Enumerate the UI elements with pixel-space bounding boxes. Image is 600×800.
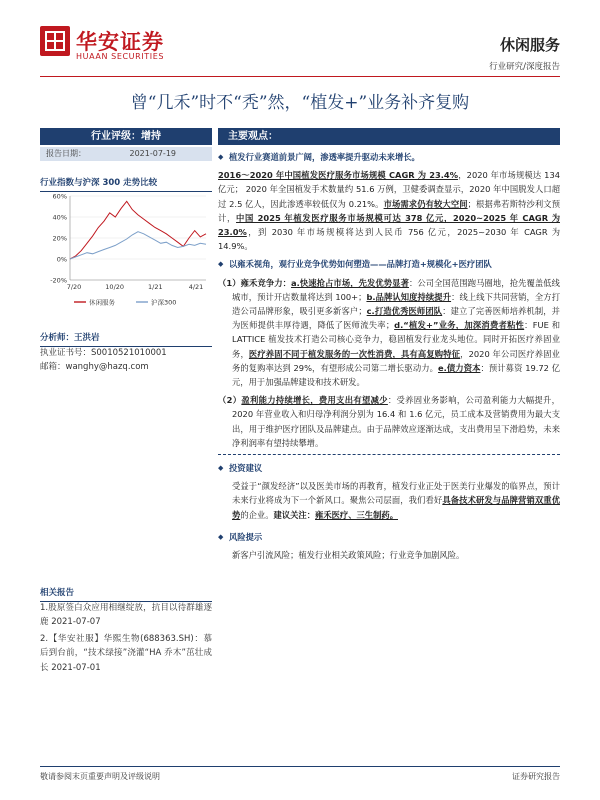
chart-y-tick-label: 20% xyxy=(52,234,67,243)
report-date-label: 报告日期： xyxy=(46,149,86,158)
index-comparison-chart xyxy=(40,192,212,310)
chart-x-tick-label: 4/21 xyxy=(188,283,204,291)
logo-mark-icon xyxy=(40,26,70,56)
market-outlook-paragraph xyxy=(218,168,560,253)
profitability-highlight: 盈利能力持续增长，费用支出有望减少 xyxy=(241,395,388,406)
market-text-3: ，到 2030 年市场规模将达到人民币 756 亿元，2025~2030 年 CAGR 为 14.9%。 xyxy=(218,227,560,252)
doctor-team-highlight: c.打造优秀医师团队 xyxy=(366,306,443,317)
profitability-item xyxy=(218,393,560,450)
invest-recommend-label: 建议关注： xyxy=(273,509,316,520)
market-cagr-highlight: 2016～2020 年中国植发医疗服务市场规模 CAGR 为 23.4% xyxy=(218,170,459,181)
footer-divider xyxy=(40,766,560,767)
bullet-investment-advice: ◆ 投资建议 xyxy=(218,461,560,475)
chart-y-tick-label: 0% xyxy=(56,255,67,264)
related-section-header xyxy=(40,586,212,602)
chart-series-line xyxy=(70,201,206,259)
chart-legend-label: 沪深300 xyxy=(151,298,177,307)
item-1-text-c: ：建立了完善医师培养机制，并为医师提供丰厚待遇，降低了医师流失率； xyxy=(232,306,560,331)
invest-highlight: 具备技术研发与品牌营销双重优势 xyxy=(232,495,560,520)
item-1-number: （1） xyxy=(218,277,241,288)
related-title: 相关报告 xyxy=(40,588,75,598)
industry-rating: 行业评级：增持 xyxy=(40,128,212,145)
related-report-item[interactable]: 1.股原签白众应用相继绽放，抗目以待群雄逐鹿 2021-07-07 xyxy=(40,603,212,628)
analyst-license: 执业证书号：S0010521010001 xyxy=(40,348,167,358)
chart-y-tick-label: 40% xyxy=(52,213,67,222)
market-text-2: ；根据弗若斯特沙利文预计， xyxy=(218,198,560,223)
related-report-item[interactable]: 2.【华安社服】华熙生物(688363.SH)：慕后到台前，“技术绿接”浇灌“HA 乔木”茁壮成长 2021-07-01 xyxy=(40,633,212,673)
chart-svg xyxy=(40,192,212,310)
brand-awareness-highlight: b.品牌认知度持续提升 xyxy=(366,291,452,302)
logo-text-en: HUAAN SECURITIES xyxy=(76,52,165,61)
first-mover-highlight: a.快速抢占市场，先发优势显著 xyxy=(291,277,409,288)
repurchase-highlight: 医疗养固不同于植发服务的一次性消费，具有高复购特征 xyxy=(248,348,461,359)
chart-section-header xyxy=(40,176,212,192)
invest-text-1: 受益于“颜发经济”以及医美市场的再教育，植发行业正处于医美行业爆发的临界点，预计未来行业将成为下一个新风口。聚焦公司层面，我们看好 xyxy=(232,481,560,506)
chart-section-title: 行业指数与沪深 300 走势比较 xyxy=(40,178,158,188)
analyst-title: 分析师：王洪岩 xyxy=(40,333,100,343)
market-forecast-highlight: 中国 2025 年植发医疗服务市场规模可达 378 亿元，2020~2025 年 CAGR 为 23.0% xyxy=(218,212,560,238)
chart-x-tick-label: 10/20 xyxy=(105,283,125,291)
related-reports-list xyxy=(40,601,212,677)
main-points-title: 主要观点： xyxy=(218,128,560,145)
analyst-email: 邮箱：wanghy@hazq.com xyxy=(40,362,149,372)
report-headline: 曾“几禾”时不“秃”然，“植发+”业务补齐复购 xyxy=(130,93,470,113)
main-points-body xyxy=(218,150,560,562)
logo-text-cn: 华安证券 xyxy=(76,29,164,54)
item-1-text-e: ，2020 年公司医疗养固业务的复购率达到 29%，有望形成公司第二增长驱动力。 xyxy=(232,348,560,373)
chart-y-tick-label: -20% xyxy=(50,276,67,285)
invest-recommend-companies: 雍禾医疗、三生制药。 xyxy=(315,509,398,520)
bullet-market-outlook: ◆ 植发行业赛道前景广阔，渗透率提升驱动未来增长。 xyxy=(218,150,560,164)
invest-text-2: 的企业。 xyxy=(240,509,274,520)
item-1-text-f: ：预计募资 19.72 亿元，用于加强品牌建设和技术研发。 xyxy=(232,362,560,388)
item-1-text-a: ：公司全国范围跑马圈地，抢先覆盖低线城市，预计开店数量将达到 100+； xyxy=(232,277,560,302)
chart-x-tick-label: 1/21 xyxy=(148,283,163,291)
report-type: 行业研究/深度报告 xyxy=(489,62,560,72)
company-logo xyxy=(40,26,190,66)
footer-label: 证券研究报告 xyxy=(512,772,560,781)
market-demand-highlight: 市场需求仍有较大空间 xyxy=(383,198,468,209)
bullet-competitive-advantage: ◆ 以雍禾视角，观行业竞争优势如何塑造——品牌打造+规模化+医疗团队 xyxy=(218,257,560,271)
chart-series-line xyxy=(70,232,206,259)
footer-disclaimer[interactable]: 敬请参阅末页重要声明及评级说明 xyxy=(40,772,160,781)
section-divider xyxy=(218,454,560,455)
market-text-1: ，2020 年市场规模达 134 亿元； 2020 年全国植发手术数量约 51.6 万例，卫健委调查显示，2020 年中国脱发人口超过 2.5 亿人，因此渗透率较低仅为 0.21%。 xyxy=(218,170,561,209)
bullet-risk: ◆ 风险提示 xyxy=(218,530,560,544)
report-date-value: 2021-07-19 xyxy=(129,149,176,158)
risk-paragraph: 新客户引流风险；植发行业相关政策风险；行业竞争加剧风险。 xyxy=(232,550,465,561)
header-divider xyxy=(40,76,560,77)
item-2-text: ：受养固业务影响，公司盈利能力大幅提升，2020 年营业收入和归母净利润分别为 16.4 和 1.6 亿元，员工成本及营销费用为最大支出，用于维护医疗团队及品牌建点。由于品牌效应逐渐达成，支出费用呈下滑趋势，未来净利润率有望持续攀增。 xyxy=(232,395,560,448)
item-1-heading: 雍禾竞争力： xyxy=(240,277,292,288)
competitiveness-item xyxy=(218,276,560,390)
chart-y-tick-label: 60% xyxy=(52,192,67,201)
capital-highlight: e.债力资本 xyxy=(438,362,481,373)
analyst-info xyxy=(40,346,212,374)
chart-legend-label: 休闲服务 xyxy=(89,298,115,307)
item-1-text-b: ：线上线下共同营销，全方打造公司品牌形象，吸引更多新客户； xyxy=(232,291,560,317)
analyst-section-header xyxy=(40,331,212,347)
item-2-number: （2） xyxy=(218,395,242,406)
investment-paragraph xyxy=(218,479,560,522)
report-date-row xyxy=(40,147,212,161)
hair-plus-highlight: d.“植发+”业务，加深消费者粘性 xyxy=(394,320,525,331)
item-1-text-d: ：FUE 和 LATTICE 植发技术打造公司核心竞争力，稳固植发行业龙头地位。同时开拓医疗养固业务， xyxy=(232,320,560,359)
chart-x-tick-label: 7/20 xyxy=(66,283,82,291)
industry-name: 休闲服务 xyxy=(499,36,560,54)
